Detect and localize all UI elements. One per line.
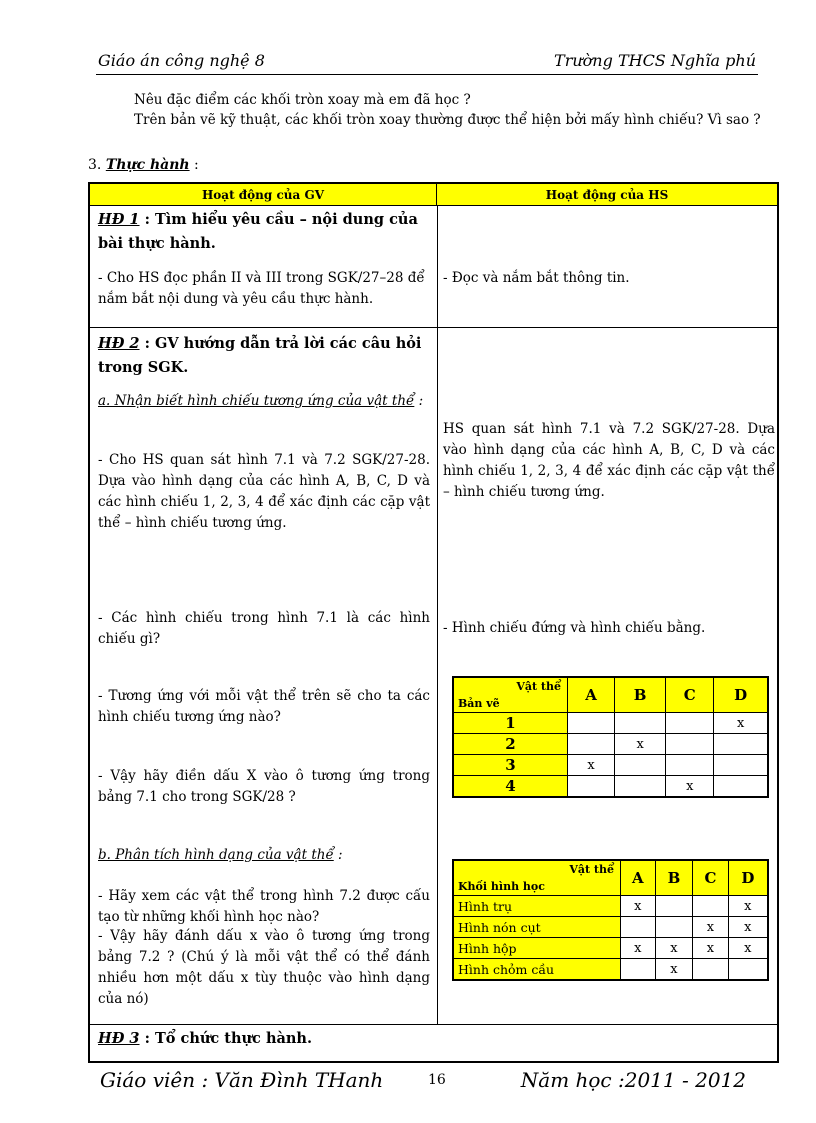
table2-row-label: Hình chỏm cầu <box>453 959 621 981</box>
table1-cell <box>615 776 666 798</box>
table-row <box>453 713 768 734</box>
table1-cell <box>568 776 615 798</box>
row-divider-2 <box>90 1024 777 1025</box>
hd3-title <box>98 1027 430 1051</box>
sub-a-text: a. Nhận biết hình chiếu tương ứng của vật thể <box>98 393 415 409</box>
table-row <box>453 677 768 713</box>
table1-cell <box>568 734 615 755</box>
intro-line-2: Trên bản vẽ kỹ thuật, các khối tròn xoay thường được thể hiện bởi mấy hình chiếu? Vì sao ? <box>134 112 761 128</box>
table2-cell: x <box>655 938 693 959</box>
hd3-title-text: : Tổ chức thực hành. <box>144 1030 313 1047</box>
table2-row-label: Hình hộp <box>453 938 621 959</box>
table1-corner-bottom: Bản vẽ <box>458 697 500 710</box>
table2-cell <box>693 959 729 981</box>
footer-year: Năm học :2011 - 2012 <box>520 1068 746 1092</box>
table2-cell: x <box>728 917 768 938</box>
hd1-title <box>98 208 430 256</box>
table1-cell <box>666 734 714 755</box>
table1-row-label: 3 <box>453 755 568 776</box>
table1-cell <box>615 755 666 776</box>
table2-cell: x <box>621 896 656 917</box>
table1-col-b: B <box>615 677 666 713</box>
table-7-2 <box>452 859 769 981</box>
page-header <box>96 48 758 75</box>
table1-cell: x <box>666 776 714 798</box>
table1-cell <box>666 713 714 734</box>
table2-cell <box>693 896 729 917</box>
table2-corner-bottom: Khối hình học <box>458 880 545 893</box>
table2-corner-top: Vật thể <box>569 863 614 876</box>
section-number: 3. <box>88 157 102 173</box>
table-row <box>453 860 768 896</box>
table1-row-label: 1 <box>453 713 568 734</box>
table1-cell: x <box>568 755 615 776</box>
table2-cell: x <box>693 938 729 959</box>
gv-b1-text: - Hãy xem các vật thể trong hình 7.2 được cấu tạo từ những khối hình học nào? <box>98 888 430 925</box>
table1-corner-top: Vật thể <box>516 680 561 693</box>
table2-cell <box>655 896 693 917</box>
table1-corner <box>453 677 568 713</box>
section-suffix: : <box>194 157 199 173</box>
table1-cell <box>714 776 768 798</box>
table1-cell: x <box>615 734 666 755</box>
table-7-1 <box>452 676 769 798</box>
activity-table <box>88 182 779 1063</box>
table2-cell: x <box>621 938 656 959</box>
table2-row-label: Hình nón cụt <box>453 917 621 938</box>
header-school: Trường THCS Nghĩa phú <box>554 51 756 70</box>
header-subject: Giáo án công nghệ 8 <box>98 51 265 70</box>
gv-a4-text: - Vậy hãy điền dấu X vào ô tương ứng trong bảng 7.1 cho trong SGK/28 ? <box>98 768 430 805</box>
intro-questions <box>96 90 778 130</box>
section-title <box>88 157 199 173</box>
hd1-gv-text: - Cho HS đọc phần II và III trong SGK/27–28 để nắm bắt nội dung và yêu cầu thực hành. <box>98 270 425 307</box>
column-header-hs: Hoạt động của HS <box>437 184 777 206</box>
sub-b-title <box>98 845 430 866</box>
footer-teacher: Giáo viên : Văn Đình THanh <box>100 1068 384 1092</box>
table2-cell: x <box>655 959 693 981</box>
hs-a1-text: HS quan sát hình 7.1 và 7.2 SGK/27-28. Dựa vào hình dạng của các hình A, B, C, D và các hình chiếu 1, 2, 3, 4 để xác định các cặp vật thể – hình chiếu tương ứng. <box>443 421 775 500</box>
table2-cell <box>655 917 693 938</box>
table1-cell <box>666 755 714 776</box>
table-row <box>453 755 768 776</box>
gv-a2-text: - Các hình chiếu trong hình 7.1 là các hình chiếu gì? <box>98 610 430 647</box>
page-number: 16 <box>428 1072 446 1088</box>
column-divider <box>437 206 438 1024</box>
hd2-label: HĐ 2 <box>98 335 140 352</box>
table1-row-label: 2 <box>453 734 568 755</box>
sub-b-text: b. Phân tích hình dạng của vật thể <box>98 847 334 863</box>
intro-line-1: Nêu đặc điểm các khối tròn xoay mà em đã học ? <box>134 92 471 108</box>
table-row <box>453 896 768 917</box>
table2-cell <box>621 959 656 981</box>
gv-b2-text: - Vậy hãy đánh dấu x vào ô tương ứng trong bảng 7.2 ? (Chú ý là mỗi vật thể có thể đánh nhiều hơn một dấu x tùy thuộc vào hình dạng của nó) <box>98 928 430 1007</box>
table-row <box>453 734 768 755</box>
table1-col-a: A <box>568 677 615 713</box>
table2-cell <box>621 917 656 938</box>
table1-row-label: 4 <box>453 776 568 798</box>
table1-col-d: D <box>714 677 768 713</box>
column-header-gv: Hoạt động của GV <box>90 184 437 206</box>
table-row <box>453 917 768 938</box>
hs-a2-text: - Hình chiếu đứng và hình chiếu bằng. <box>443 620 706 636</box>
table1-cell <box>615 713 666 734</box>
row-divider-1 <box>90 327 777 328</box>
hd2-title-text: : GV hướng dẫn trả lời các câu hỏi trong SGK. <box>98 335 422 376</box>
table1-cell <box>568 713 615 734</box>
table2-corner <box>453 860 621 896</box>
table2-col-d: D <box>728 860 768 896</box>
hd1-label: HĐ 1 <box>98 211 140 228</box>
table1-col-c: C <box>666 677 714 713</box>
table1-cell <box>714 734 768 755</box>
table1-cell <box>714 755 768 776</box>
hd2-title <box>98 332 430 380</box>
page-footer <box>96 1066 756 1096</box>
sub-a-title <box>98 391 430 412</box>
table-row <box>453 776 768 798</box>
table1-cell: x <box>714 713 768 734</box>
table-row <box>453 959 768 981</box>
table2-cell: x <box>693 917 729 938</box>
table-row <box>453 938 768 959</box>
hd1-hs-text: - Đọc và nắm bắt thông tin. <box>443 270 630 286</box>
hd3-label: HĐ 3 <box>98 1030 140 1047</box>
table2-col-b: B <box>655 860 693 896</box>
gv-a1-text: - Cho HS quan sát hình 7.1 và 7.2 SGK/27-28. Dựa vào hình dạng của các hình A, B, C, D và các hình chiếu 1, 2, 3, 4 để xác định các cặp vật thể – hình chiếu tương ứng. <box>98 452 430 531</box>
gv-a3-text: - Tương ứng với mỗi vật thể trên sẽ cho ta các hình chiếu tương ứng nào? <box>98 688 430 725</box>
table2-col-c: C <box>693 860 729 896</box>
section-label: Thực hành <box>105 157 190 173</box>
table2-cell: x <box>728 938 768 959</box>
table2-row-label: Hình trụ <box>453 896 621 917</box>
table2-col-a: A <box>621 860 656 896</box>
table2-cell: x <box>728 896 768 917</box>
sub-a-suffix: : <box>418 393 424 409</box>
sub-b-suffix: : <box>338 847 343 863</box>
table2-cell <box>728 959 768 981</box>
hd1-title-text: : Tìm hiểu yêu cầu – nội dung của bài thực hành. <box>98 211 418 252</box>
